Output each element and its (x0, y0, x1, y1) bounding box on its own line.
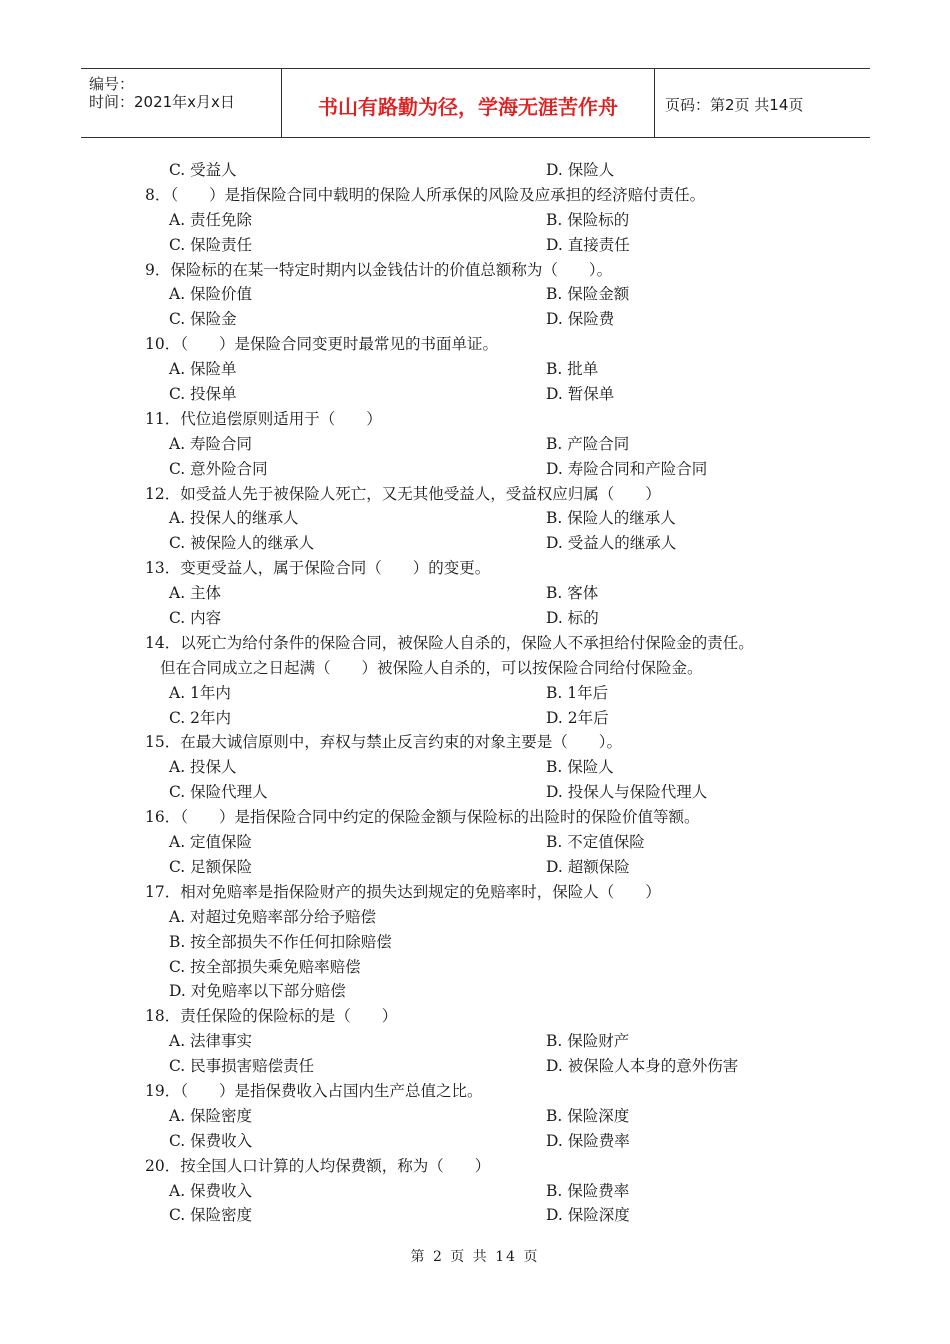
option-left: C. 受益人 (169, 161, 237, 179)
question-text: 10．（ ）是保险合同变更时最常见的书面单证。 (145, 335, 498, 354)
option-row (0, 1179, 950, 1204)
option-left: A. 保费收入 (169, 1181, 253, 1200)
question-text: 8．（ ）是指保险合同中载明的保险人所承保的风险及应承担的经济赔付责任。 (145, 185, 706, 204)
option-left: C. 足额保险 (169, 857, 253, 876)
option-row (0, 307, 950, 332)
option-row (0, 1029, 950, 1054)
option-row (0, 233, 950, 258)
option-left: A. 寿险合同 (169, 434, 253, 453)
option-right: D. 2年后 (546, 708, 609, 727)
option-right: B. 保险金额 (546, 285, 630, 304)
question-text: 11．代位追偿原则适用于（ ） (145, 409, 382, 428)
question-row (0, 1154, 950, 1179)
option-row (0, 581, 950, 606)
option-row (0, 506, 950, 531)
option-row (0, 457, 950, 482)
option-left: A. 法律事实 (169, 1032, 253, 1051)
option-right: B. 产险合同 (546, 434, 630, 453)
option-left: A. 投保人的继承人 (169, 509, 299, 528)
option-left: C. 2年内 (169, 708, 232, 727)
option-right: D. 投保人与保险代理人 (546, 783, 708, 802)
question-continuation: 但在合同成立之日起满（ ）被保险人自杀的，可以按保险合同给付保险金。 (160, 658, 703, 677)
option-right: B. 1年后 (546, 683, 609, 702)
question-row (0, 556, 950, 581)
option-left: C. 保险代理人 (169, 783, 268, 802)
option-row (0, 282, 950, 307)
option-row (0, 780, 950, 805)
option-left: C. 被保险人的继承人 (169, 534, 315, 553)
option-left: A. 责任免除 (169, 210, 253, 229)
option-row (0, 930, 950, 955)
option-left: A. 定值保险 (169, 833, 253, 852)
option-row (0, 1203, 950, 1228)
option-right: D. 超额保险 (546, 857, 630, 876)
option-left: C. 意外险合同 (169, 459, 268, 478)
option-row (0, 855, 950, 880)
option-left: A. 保险价值 (169, 285, 253, 304)
page-footer: 第 2 页 共 14 页 (410, 1249, 540, 1265)
option-row (0, 706, 950, 731)
question-row (0, 880, 950, 905)
question-row (0, 482, 950, 507)
option-left: A. 主体 (169, 584, 222, 603)
option-row (0, 681, 950, 706)
option-row (0, 979, 950, 1004)
question-row (0, 656, 950, 681)
option-right: D. 被保险人本身的意外伤害 (546, 1057, 739, 1076)
question-row (0, 1079, 950, 1104)
option-right: D. 保险人 (546, 161, 615, 179)
option-right: D. 保险费 (546, 310, 615, 329)
question-text: 16．（ ）是指保险合同中约定的保险金额与保险标的出险时的保险价值等额。 (145, 808, 700, 827)
question-row (0, 730, 950, 755)
header-motto-cell (282, 69, 655, 137)
question-row (0, 258, 950, 283)
header-motto: 书山有路勤为径，学海无涯苦作舟 (318, 95, 618, 119)
question-row (0, 332, 950, 357)
option-left: C. 按全部损失乘免赔率赔偿 (169, 957, 361, 976)
option-row (0, 357, 950, 382)
option-right: B. 保险深度 (546, 1106, 630, 1125)
question-text: 9．保险标的在某一特定时期内以金钱估计的价值总额称为（ ）。 (145, 260, 613, 279)
question-text: 19．（ ）是指保费收入占国内生产总值之比。 (145, 1081, 483, 1100)
question-text: 18．责任保险的保险标的是（ ） (145, 1007, 398, 1026)
option-right: B. 保险费率 (546, 1181, 630, 1200)
option-row (0, 755, 950, 780)
header-page-cell (655, 69, 870, 137)
option-right: D. 保险深度 (546, 1206, 630, 1225)
option-row (0, 382, 950, 407)
option-left: A. 1年内 (169, 683, 231, 702)
option-right: B. 批单 (546, 360, 599, 379)
option-left: C. 保费收入 (169, 1131, 253, 1150)
document-date-label: 时间：2021年x月x日 (89, 93, 235, 111)
option-row (0, 208, 950, 233)
option-row (0, 432, 950, 457)
option-row (0, 1054, 950, 1079)
option-right: B. 保险财产 (546, 1032, 630, 1051)
option-right: B. 保险标的 (546, 210, 630, 229)
option-right: B. 不定值保险 (546, 833, 645, 852)
option-left: B. 按全部损失不作任何扣除赔偿 (169, 932, 392, 951)
question-text: 20．按全国人口计算的人均保费额，称为（ ） (145, 1156, 491, 1175)
option-right: B. 保险人 (546, 758, 614, 777)
option-left: A. 投保人 (169, 758, 237, 777)
option-row (0, 531, 950, 556)
option-left: C. 民事损害赔偿责任 (169, 1057, 315, 1076)
question-row (0, 1004, 950, 1029)
question-text: 13．变更受益人，属于保险合同（ ）的变更。 (145, 559, 491, 578)
option-left: C. 内容 (169, 609, 222, 628)
header-meta-cell (81, 69, 282, 137)
option-left: A. 对超过免赔率部分给予赔偿 (169, 907, 377, 926)
option-left: C. 投保单 (169, 385, 237, 404)
option-right: D. 直接责任 (546, 235, 630, 254)
option-right: D. 保险费率 (546, 1131, 630, 1150)
question-row (0, 183, 950, 208)
option-right: D. 标的 (546, 609, 599, 628)
option-left: C. 保险责任 (169, 235, 253, 254)
option-left: A. 保险单 (169, 360, 237, 379)
question-text: 14．以死亡为给付条件的保险合同，被保险人自杀的，保险人不承担给付保险金的责任。 (145, 633, 754, 652)
option-right: B. 客体 (546, 584, 599, 603)
option-row (0, 606, 950, 631)
question-list (0, 158, 950, 1228)
question-row (0, 805, 950, 830)
option-right: D. 寿险合同和产险合同 (546, 459, 708, 478)
option-left: C. 保险密度 (169, 1206, 253, 1225)
option-row (0, 1104, 950, 1129)
option-row (0, 1129, 950, 1154)
option-left: C. 保险金 (169, 310, 237, 329)
question-row (0, 407, 950, 432)
option-right: D. 暂保单 (546, 385, 615, 404)
option-row (0, 830, 950, 855)
page-header (81, 68, 870, 138)
option-left: A. 保险密度 (169, 1106, 253, 1125)
option-row (0, 158, 950, 183)
document-number-label: 编号： (89, 75, 135, 93)
option-right: D. 受益人的继承人 (546, 534, 677, 553)
option-row (0, 905, 950, 930)
option-right: B. 保险人的继承人 (546, 509, 676, 528)
question-text: 17．相对免赔率是指保险财产的损失达到规定的免赔率时，保险人（ ） (145, 882, 661, 901)
header-page-info: 页码：第2页 共14页 (665, 96, 804, 114)
option-left: D. 对免赔率以下部分赔偿 (169, 982, 346, 1001)
question-text: 12．如受益人先于被保险人死亡，又无其他受益人，受益权应归属（ ） (145, 484, 661, 503)
question-row (0, 631, 950, 656)
option-row (0, 955, 950, 980)
question-text: 15．在最大诚信原则中，弃权与禁止反言约束的对象主要是（ ）。 (145, 733, 622, 752)
